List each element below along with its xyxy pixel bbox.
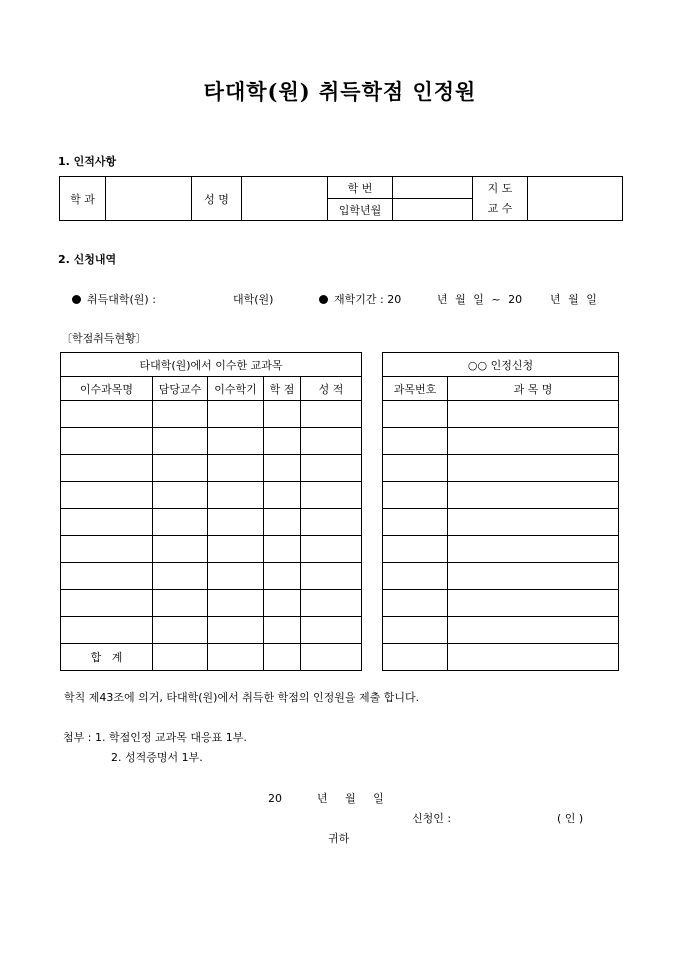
table-cell[interactable] (264, 590, 301, 617)
table-cell[interactable] (264, 644, 301, 671)
period-from: 년 월 일 ~ 20 (437, 293, 523, 306)
col-credits: 학 점 (264, 377, 301, 401)
table-row (383, 428, 619, 455)
univ-label: 취득대학(원) : (87, 293, 156, 306)
right-table-header: ○○ 인정신청 (383, 353, 619, 377)
recognition-request-table (382, 352, 619, 671)
table-cell[interactable] (153, 455, 208, 482)
applicant-label: 신청인 : (412, 812, 452, 825)
table-row (61, 428, 362, 455)
table-cell[interactable] (448, 536, 619, 563)
advisor-label-line1: 지 도 (487, 181, 513, 195)
table-cell[interactable] (264, 536, 301, 563)
table-cell[interactable] (208, 509, 264, 536)
table-cell[interactable] (61, 590, 153, 617)
table-row (383, 617, 619, 644)
table-cell[interactable] (208, 590, 264, 617)
date-line: 20 년 월 일 (268, 792, 384, 805)
table-row (383, 509, 619, 536)
table-cell[interactable] (61, 401, 153, 428)
total-row (61, 644, 362, 671)
table-row (61, 590, 362, 617)
personal-info-table (59, 176, 623, 221)
advisor-label-line2: 교 수 (487, 201, 513, 215)
table-row (61, 401, 362, 428)
table-cell[interactable] (448, 428, 619, 455)
table-row (61, 536, 362, 563)
table-cell[interactable] (264, 509, 301, 536)
period-to: 년 월 일 (550, 293, 597, 306)
table-cell[interactable] (208, 428, 264, 455)
name-field[interactable] (242, 177, 328, 221)
table-cell[interactable] (153, 428, 208, 455)
table-row (383, 401, 619, 428)
transfer-course-table (60, 352, 362, 671)
table-cell[interactable] (264, 401, 301, 428)
table-cell[interactable] (264, 617, 301, 644)
table-cell[interactable] (264, 482, 301, 509)
table-cell[interactable] (383, 536, 448, 563)
credit-status-label: 〔학점취득현황〕 (61, 332, 147, 345)
table-cell[interactable] (383, 482, 448, 509)
table-cell[interactable] (448, 590, 619, 617)
left-table-header: 타대학(원)에서 이수한 교과목 (61, 353, 362, 377)
table-cell[interactable] (61, 482, 153, 509)
table-row (61, 563, 362, 590)
table-cell[interactable] (153, 536, 208, 563)
table-cell[interactable] (301, 455, 362, 482)
table-cell[interactable] (301, 563, 362, 590)
table-cell[interactable] (448, 617, 619, 644)
table-cell[interactable] (383, 455, 448, 482)
table-cell[interactable] (208, 617, 264, 644)
dept-label: 학 과 (60, 177, 106, 221)
table-cell[interactable] (153, 590, 208, 617)
table-row (383, 563, 619, 590)
col-course-no: 과목번호 (383, 377, 448, 401)
table-cell[interactable] (448, 644, 619, 671)
table-cell[interactable] (448, 563, 619, 590)
bullet-icon (72, 295, 81, 304)
table-row (61, 617, 362, 644)
table-cell[interactable] (61, 428, 153, 455)
period-line (319, 291, 401, 307)
table-cell[interactable] (153, 401, 208, 428)
table-cell[interactable] (301, 428, 362, 455)
col-professor: 담당교수 (153, 377, 208, 401)
table-cell[interactable] (448, 509, 619, 536)
advisor-field[interactable] (528, 177, 623, 221)
table-cell[interactable] (208, 455, 264, 482)
table-cell[interactable] (264, 428, 301, 455)
table-cell[interactable] (383, 509, 448, 536)
table-cell[interactable] (301, 401, 362, 428)
table-cell[interactable] (301, 590, 362, 617)
table-cell[interactable] (208, 482, 264, 509)
col-course-name: 이수과목명 (61, 377, 153, 401)
section1-heading: 1. 인적사항 (58, 155, 117, 168)
table-row (383, 536, 619, 563)
student-no-label: 학 번 (328, 177, 393, 199)
table-cell[interactable] (301, 617, 362, 644)
table-cell[interactable] (153, 482, 208, 509)
student-no-field[interactable] (393, 177, 473, 199)
section2-heading: 2. 신청내역 (58, 253, 117, 266)
table-cell[interactable] (448, 401, 619, 428)
table-row (383, 590, 619, 617)
table-cell[interactable] (383, 401, 448, 428)
table-cell[interactable] (448, 482, 619, 509)
table-cell[interactable] (208, 563, 264, 590)
table-cell[interactable] (61, 509, 153, 536)
table-cell[interactable] (208, 536, 264, 563)
col-semester: 이수학기 (208, 377, 264, 401)
admission-field[interactable] (393, 199, 473, 221)
statement: 학칙 제43조에 의거, 타대학(원)에서 취득한 학점의 인정원을 제출 합니다. (64, 691, 420, 704)
addressee: 귀하 (328, 832, 350, 845)
univ-suffix: 대학(원) (233, 293, 274, 306)
table-row (383, 644, 619, 671)
table-cell[interactable] (153, 644, 208, 671)
table-cell[interactable] (448, 455, 619, 482)
attachment-1: 첨부 : 1. 학점인정 교과목 대응표 1부. (63, 731, 247, 744)
advisor-label (473, 177, 528, 221)
total-label: 합 계 (61, 644, 153, 671)
table-cell[interactable] (383, 617, 448, 644)
table-cell[interactable] (383, 563, 448, 590)
table-cell[interactable] (301, 509, 362, 536)
table-cell[interactable] (208, 644, 264, 671)
table-cell[interactable] (61, 563, 153, 590)
table-cell[interactable] (61, 455, 153, 482)
table-cell[interactable] (264, 563, 301, 590)
table-row (61, 455, 362, 482)
table-cell[interactable] (301, 536, 362, 563)
table-cell[interactable] (383, 428, 448, 455)
table-cell[interactable] (208, 401, 264, 428)
table-cell[interactable] (301, 644, 362, 671)
bullet-icon (319, 295, 328, 304)
table-cell[interactable] (383, 644, 448, 671)
col-course-title: 과 목 명 (448, 377, 619, 401)
period-label: 재학기간 : 20 (334, 293, 402, 306)
table-cell[interactable] (153, 617, 208, 644)
name-label: 성 명 (192, 177, 242, 221)
table-row (61, 482, 362, 509)
table-cell[interactable] (301, 482, 362, 509)
table-cell[interactable] (61, 536, 153, 563)
table-cell[interactable] (264, 455, 301, 482)
document-title: 타대학(원) 취득학점 인정원 (203, 79, 477, 104)
admission-label: 입학년월 (328, 199, 393, 221)
attachment-2: 2. 성적증명서 1부. (111, 751, 203, 764)
table-cell[interactable] (153, 563, 208, 590)
table-row (383, 482, 619, 509)
table-cell[interactable] (383, 590, 448, 617)
dept-field[interactable] (106, 177, 192, 221)
col-grade: 성 적 (301, 377, 362, 401)
table-row (61, 509, 362, 536)
university-line (72, 291, 156, 307)
seal-label: ( 인 ) (557, 812, 584, 825)
table-cell[interactable] (153, 509, 208, 536)
table-row (383, 455, 619, 482)
table-cell[interactable] (61, 617, 153, 644)
